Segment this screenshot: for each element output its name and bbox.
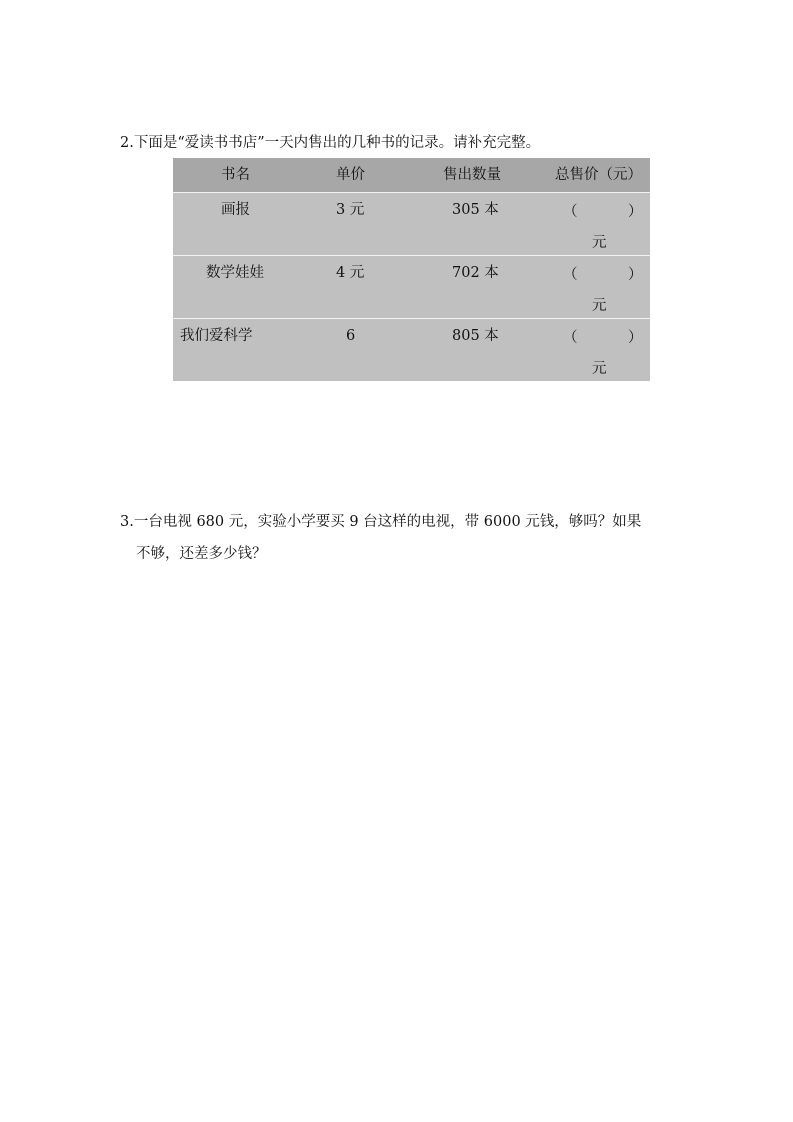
header-unit-price: 单价 xyxy=(336,167,365,183)
unit-price-cell: 3 元 xyxy=(336,202,365,218)
question-3-line-1: 3.一台电视 680 元，实验小学要买 9 台这样的电视，带 6000 元钱，够吗？如果 xyxy=(120,514,642,530)
header-total-price: 总售价（元） xyxy=(555,167,642,183)
answer-blank-open: （ xyxy=(563,204,578,220)
total-unit-label: 元 xyxy=(592,235,607,251)
book-name-cell: 画报 xyxy=(221,202,250,218)
question-2-text: 2.下面是“爱读书书店”一天内售出的几种书的记录。请补充完整。 xyxy=(120,135,541,151)
answer-blank-close: ） xyxy=(628,267,643,283)
total-unit-label: 元 xyxy=(592,298,607,314)
answer-blank-open: （ xyxy=(563,330,578,346)
table-header-row xyxy=(173,158,650,193)
quantity-cell: 805 本 xyxy=(452,328,499,344)
answer-blank-close: ） xyxy=(628,330,643,346)
total-unit-label: 元 xyxy=(592,361,607,377)
quantity-cell: 702 本 xyxy=(452,265,499,281)
unit-price-cell: 6 xyxy=(346,328,356,344)
table-row xyxy=(173,319,650,381)
unit-price-cell: 4 元 xyxy=(336,265,365,281)
header-book-name: 书名 xyxy=(221,167,250,183)
book-name-cell: 数学娃娃 xyxy=(206,265,264,281)
answer-blank-close: ） xyxy=(628,204,643,220)
header-quantity-sold: 售出数量 xyxy=(443,167,501,183)
answer-blank-open: （ xyxy=(563,267,578,283)
table-row xyxy=(173,193,650,256)
question-3-line-2: 不够，还差多少钱？ xyxy=(136,546,267,562)
quantity-cell: 305 本 xyxy=(452,202,499,218)
book-name-cell: 我们爱科学 xyxy=(180,328,253,344)
table-row xyxy=(173,256,650,319)
book-sales-table xyxy=(173,158,650,381)
